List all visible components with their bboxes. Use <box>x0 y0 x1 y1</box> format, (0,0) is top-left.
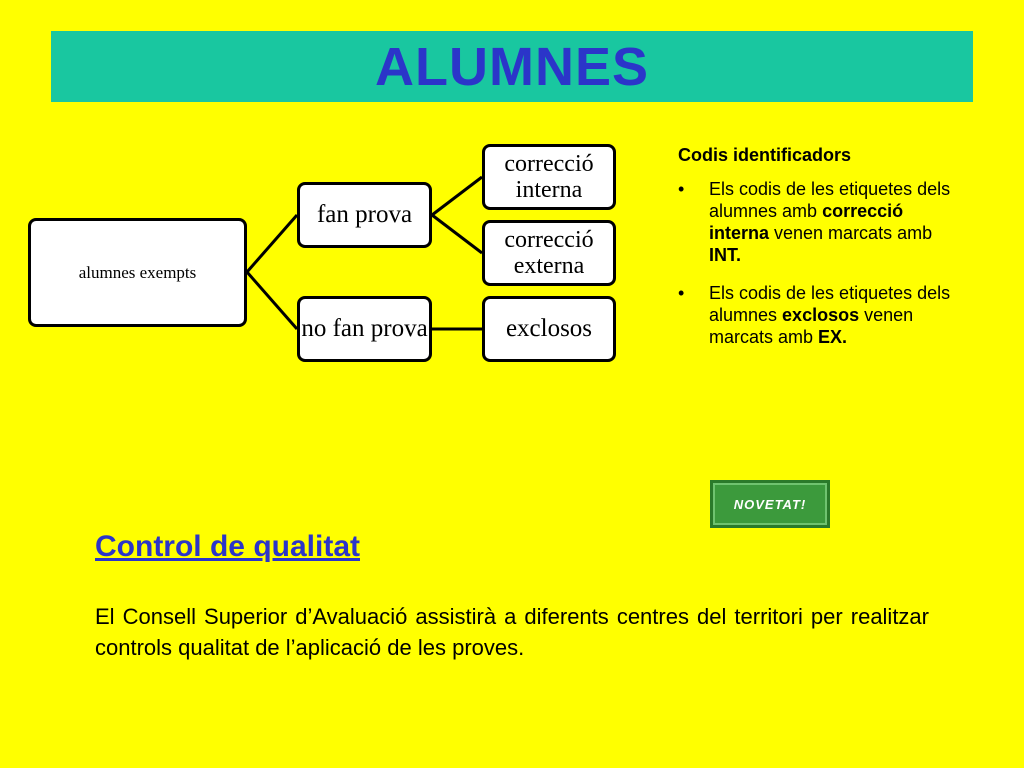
node-no-fan-prova: no fan prova <box>297 296 432 362</box>
codis-list <box>678 178 968 348</box>
bullet-icon: • <box>678 283 685 303</box>
list-item: • Els codis de les etiquetes dels alumnes exclosos venen marcats amb EX. <box>678 283 951 347</box>
codis-heading: Codis identificadors <box>678 145 852 165</box>
node-correccio-interna: correcció interna <box>482 144 616 210</box>
control-qualitat-text: El Consell Superior d’Avaluació assistirà a diferents centres del territori per realitzar controls qualitat de l’aplicació de les proves. <box>95 604 929 660</box>
novetat-label: NOVETAT! <box>733 496 807 512</box>
connector-root-nofan <box>247 272 297 329</box>
node-alumnes-exempts: alumnes exempts <box>28 218 247 327</box>
page-title: ALUMNES <box>375 36 649 97</box>
node-fan-prova: fan prova <box>297 182 432 248</box>
connector-root-fan <box>247 215 297 272</box>
codis-identificadors <box>678 144 968 364</box>
novetat-badge <box>710 480 830 528</box>
node-correccio-externa: correcció externa <box>482 220 616 286</box>
bullet-icon: • <box>678 179 685 199</box>
connector-fan-interna <box>432 177 482 215</box>
connector-fan-externa <box>432 215 482 253</box>
control-qualitat-heading: Control de qualitat <box>95 530 360 563</box>
node-exclosos: exclosos <box>482 296 616 362</box>
list-item: • Els codis de les etiquetes dels alumnes amb correcció interna venen marcats amb INT. <box>678 179 951 265</box>
